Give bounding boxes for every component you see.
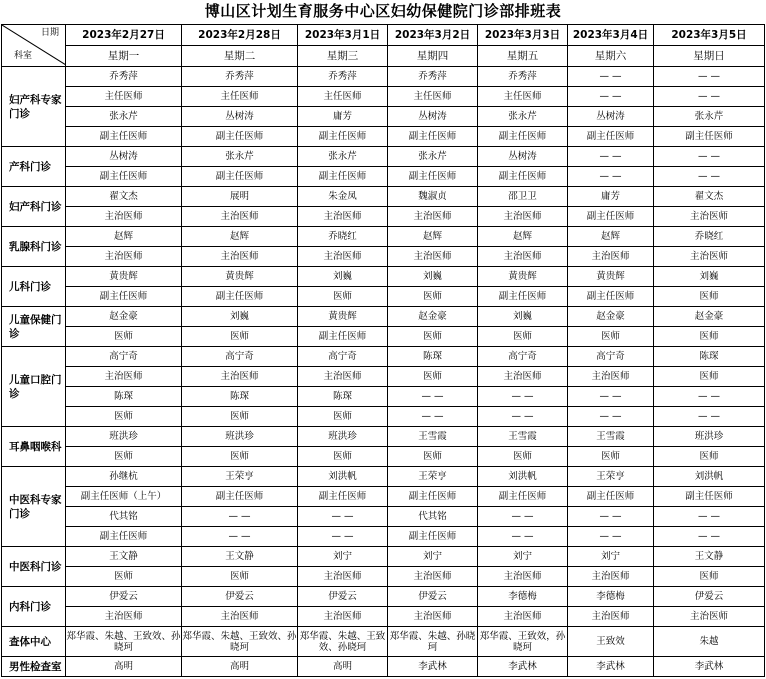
schedule-cell: 郑华霞、朱越、王致效、孙晓珂 — [66, 627, 182, 657]
schedule-cell: 主治医师 — [388, 207, 478, 227]
table-row — [2, 307, 765, 327]
schedule-cell: 医师 — [298, 407, 388, 427]
schedule-cell: — — — [568, 167, 654, 187]
table-row — [2, 107, 765, 127]
schedule-cell: 副主任医师 — [182, 127, 298, 147]
schedule-cell: 翟文杰 — [654, 187, 765, 207]
schedule-cell: 李武林 — [568, 657, 654, 677]
weekday-header: 星期日 — [654, 46, 765, 67]
schedule-cell: 主治医师 — [182, 607, 298, 627]
schedule-cell: 张永芹 — [654, 107, 765, 127]
schedule-cell: 黄贵辉 — [568, 267, 654, 287]
schedule-cell: 主治医师 — [182, 367, 298, 387]
schedule-cell: 丛树涛 — [388, 107, 478, 127]
schedule-cell: 班洪珍 — [654, 427, 765, 447]
schedule-cell: 丛树涛 — [182, 107, 298, 127]
schedule-cell: — — — [568, 87, 654, 107]
table-row — [2, 127, 765, 147]
schedule-cell: 医师 — [654, 287, 765, 307]
schedule-cell: 高明 — [182, 657, 298, 677]
schedule-cell: 张永芹 — [478, 107, 568, 127]
table-row — [2, 627, 765, 657]
schedule-cell: 副主任医师 — [298, 167, 388, 187]
schedule-cell: 伊爱云 — [654, 587, 765, 607]
schedule-cell: 主治医师 — [478, 207, 568, 227]
schedule-cell: 乔秀萍 — [66, 67, 182, 87]
schedule-cell: 医师 — [654, 567, 765, 587]
date-header: 2023年3月5日 — [654, 25, 765, 46]
department-cell: 儿科门诊 — [2, 267, 66, 307]
table-row — [2, 467, 765, 487]
schedule-cell: 主治医师 — [66, 367, 182, 387]
schedule-cell: 李德梅 — [478, 587, 568, 607]
schedule-cell: — — — [568, 527, 654, 547]
schedule-cell: 刘巍 — [654, 267, 765, 287]
schedule-cell: — — — [654, 527, 765, 547]
schedule-cell: 医师 — [182, 567, 298, 587]
schedule-cell: 陈琛 — [66, 387, 182, 407]
schedule-cell: 副主任医师 — [182, 287, 298, 307]
schedule-cell: 主治医师 — [568, 367, 654, 387]
schedule-cell: 刘巍 — [478, 307, 568, 327]
schedule-cell: 副主任医师 — [568, 487, 654, 507]
schedule-cell: 庸芳 — [568, 187, 654, 207]
schedule-cell: 陈琛 — [298, 387, 388, 407]
schedule-cell: — — — [654, 387, 765, 407]
schedule-cell: 王雪霞 — [568, 427, 654, 447]
schedule-cell: 副主任医师 — [388, 167, 478, 187]
schedule-cell: 医师 — [66, 407, 182, 427]
schedule-cell: 副主任医师 — [568, 127, 654, 147]
schedule-cell: — — — [478, 507, 568, 527]
schedule-cell: 副主任医师 — [182, 487, 298, 507]
schedule-cell: 医师 — [388, 367, 478, 387]
schedule-cell: 王雪霞 — [388, 427, 478, 447]
schedule-cell: 赵辉 — [568, 227, 654, 247]
department-cell: 耳鼻咽喉科 — [2, 427, 66, 467]
schedule-cell: 李武林 — [478, 657, 568, 677]
schedule-cell: 主治医师 — [654, 207, 765, 227]
schedule-cell: 医师 — [654, 327, 765, 347]
weekday-header: 星期三 — [298, 46, 388, 67]
schedule-cell: 主治医师 — [298, 247, 388, 267]
schedule-cell: 黄贵辉 — [66, 267, 182, 287]
schedule-cell: 郑华霞、朱越、孙晓珂 — [388, 627, 478, 657]
header-date-row — [2, 25, 765, 46]
schedule-cell: — — — [654, 87, 765, 107]
schedule-cell: 展明 — [182, 187, 298, 207]
schedule-cell: 赵辉 — [478, 227, 568, 247]
schedule-cell: 赵金豪 — [66, 307, 182, 327]
table-row — [2, 67, 765, 87]
schedule-cell: — — — [654, 147, 765, 167]
schedule-cell: 主治医师 — [298, 367, 388, 387]
table-row — [2, 87, 765, 107]
schedule-cell: 主治医师 — [298, 567, 388, 587]
schedule-cell: 丛树涛 — [66, 147, 182, 167]
department-cell: 乳腺科门诊 — [2, 227, 66, 267]
table-row — [2, 587, 765, 607]
table-row — [2, 567, 765, 587]
schedule-cell: 主任医师 — [66, 87, 182, 107]
schedule-cell: 高宁奇 — [478, 347, 568, 367]
schedule-cell: 主治医师 — [66, 247, 182, 267]
schedule-cell: 赵辉 — [182, 227, 298, 247]
schedule-cell: 医师 — [388, 287, 478, 307]
schedule-cell: 黄贵辉 — [298, 307, 388, 327]
schedule-cell: 医师 — [478, 447, 568, 467]
schedule-cell: 乔秀萍 — [478, 67, 568, 87]
schedule-cell: 副主任医师 — [298, 487, 388, 507]
schedule-cell: 王文静 — [654, 547, 765, 567]
schedule-cell: 陈琛 — [388, 347, 478, 367]
schedule-cell: — — — [654, 507, 765, 527]
table-row — [2, 287, 765, 307]
schedule-cell: 医师 — [182, 407, 298, 427]
weekday-header: 星期一 — [66, 46, 182, 67]
schedule-cell: 赵金豪 — [654, 307, 765, 327]
schedule-cell: 翟文杰 — [66, 187, 182, 207]
department-cell: 内科门诊 — [2, 587, 66, 627]
schedule-cell: 主任医师 — [182, 87, 298, 107]
schedule-cell: 主任医师 — [298, 87, 388, 107]
schedule-cell: 医师 — [478, 327, 568, 347]
schedule-cell: 刘宁 — [568, 547, 654, 567]
schedule-cell: 主治医师 — [66, 207, 182, 227]
schedule-cell: 丛树涛 — [478, 147, 568, 167]
schedule-cell: 主治医师 — [298, 607, 388, 627]
schedule-cell: 主治医师 — [568, 247, 654, 267]
schedule-cell: 副主任医师 — [568, 287, 654, 307]
schedule-cell: 刘洪帆 — [654, 467, 765, 487]
department-cell: 男性检查室 — [2, 657, 66, 677]
department-cell: 妇产科专家门诊 — [2, 67, 66, 147]
schedule-cell: 副主任医师（上午） — [66, 487, 182, 507]
schedule-cell: — — — [478, 407, 568, 427]
table-row — [2, 367, 765, 387]
schedule-cell: 医师 — [182, 327, 298, 347]
schedule-cell: — — — [654, 67, 765, 87]
schedule-cell: 医师 — [66, 327, 182, 347]
table-row — [2, 347, 765, 367]
schedule-cell: 副主任医师 — [388, 127, 478, 147]
header-weekday-row — [2, 46, 765, 67]
schedule-cell: 王致效 — [568, 627, 654, 657]
schedule-cell: 赵辉 — [388, 227, 478, 247]
schedule-cell: 刘洪帆 — [298, 467, 388, 487]
schedule-cell: 主治医师 — [66, 607, 182, 627]
table-row — [2, 387, 765, 407]
schedule-cell: 邵卫卫 — [478, 187, 568, 207]
schedule-cell: 郑华霞、朱越、王致效、孙晓珂 — [298, 627, 388, 657]
schedule-cell: — — — [388, 407, 478, 427]
schedule-cell: — — — [182, 527, 298, 547]
table-row — [2, 247, 765, 267]
schedule-cell: 伊爱云 — [388, 587, 478, 607]
schedule-cell: 刘巍 — [298, 267, 388, 287]
schedule-cell: 刘宁 — [298, 547, 388, 567]
department-cell: 妇产科门诊 — [2, 187, 66, 227]
schedule-cell: 副主任医师 — [478, 127, 568, 147]
schedule-cell: 主治医师 — [478, 367, 568, 387]
schedule-cell: 赵金豪 — [388, 307, 478, 327]
schedule-cell: 丛树涛 — [568, 107, 654, 127]
schedule-cell: 伊爱云 — [298, 587, 388, 607]
schedule-cell: 副主任医师 — [478, 167, 568, 187]
schedule-cell: 副主任医师 — [66, 127, 182, 147]
schedule-cell: 高宁奇 — [66, 347, 182, 367]
department-cell: 查体中心 — [2, 627, 66, 657]
department-cell: 中医科门诊 — [2, 547, 66, 587]
schedule-cell: 代其铭 — [388, 507, 478, 527]
table-row — [2, 487, 765, 507]
schedule-cell: 朱越 — [654, 627, 765, 657]
schedule-cell: 刘巍 — [388, 267, 478, 287]
schedule-cell: 伊爱云 — [182, 587, 298, 607]
schedule-cell: 副主任医师 — [478, 487, 568, 507]
schedule-cell: 乔晓红 — [298, 227, 388, 247]
schedule-cell: 副主任医师 — [66, 287, 182, 307]
schedule-cell: 高宁奇 — [182, 347, 298, 367]
date-header: 2023年3月4日 — [568, 25, 654, 46]
schedule-cell: 高明 — [298, 657, 388, 677]
schedule-cell: 李武林 — [388, 657, 478, 677]
schedule-cell: — — — [568, 387, 654, 407]
schedule-cell: 王荣亨 — [182, 467, 298, 487]
schedule-cell: 班洪珍 — [66, 427, 182, 447]
schedule-cell: 张永芹 — [388, 147, 478, 167]
schedule-cell: 赵辉 — [66, 227, 182, 247]
schedule-cell: 副主任医师 — [298, 327, 388, 347]
schedule-cell: 主治医师 — [388, 607, 478, 627]
schedule-cell: 魏淑贞 — [388, 187, 478, 207]
schedule-cell: 主治医师 — [568, 607, 654, 627]
weekday-header: 星期五 — [478, 46, 568, 67]
date-header: 2023年3月1日 — [298, 25, 388, 46]
schedule-cell: — — — [298, 527, 388, 547]
weekday-header: 星期二 — [182, 46, 298, 67]
schedule-cell: 副主任医师 — [654, 127, 765, 147]
table-row — [2, 447, 765, 467]
schedule-cell: 刘宁 — [388, 547, 478, 567]
schedule-cell: 副主任医师 — [66, 167, 182, 187]
table-row — [2, 527, 765, 547]
schedule-cell: 李武林 — [654, 657, 765, 677]
schedule-cell: 乔秀萍 — [182, 67, 298, 87]
corner-date-label: 日期 — [40, 28, 59, 38]
schedule-cell: 医师 — [568, 327, 654, 347]
schedule-cell: 主治医师 — [654, 247, 765, 267]
schedule-cell: 医师 — [654, 367, 765, 387]
corner-dept-label: 科室 — [14, 51, 33, 61]
schedule-cell: 王雪霞 — [478, 427, 568, 447]
schedule-cell: 主治医师 — [388, 247, 478, 267]
schedule-cell: 班洪珍 — [298, 427, 388, 447]
schedule-cell: 郑华霞、王致效，孙晓珂 — [478, 627, 568, 657]
date-header: 2023年2月28日 — [182, 25, 298, 46]
schedule-table — [1, 24, 765, 677]
schedule-cell: 副主任医师 — [182, 167, 298, 187]
schedule-cell: 主治医师 — [478, 567, 568, 587]
table-row — [2, 657, 765, 677]
schedule-cell: 张永芹 — [182, 147, 298, 167]
table-row — [2, 267, 765, 287]
schedule-cell: 医师 — [654, 447, 765, 467]
table-row — [2, 147, 765, 167]
schedule-cell: 副主任医师 — [66, 527, 182, 547]
schedule-cell: — — — [388, 387, 478, 407]
schedule-cell: 伊爱云 — [66, 587, 182, 607]
weekday-header: 星期四 — [388, 46, 478, 67]
schedule-cell: 主任医师 — [478, 87, 568, 107]
schedule-cell: 班洪珍 — [182, 427, 298, 447]
schedule-cell: 医师 — [66, 567, 182, 587]
weekday-header: 星期六 — [568, 46, 654, 67]
schedule-cell: — — — [568, 507, 654, 527]
schedule-cell: — — — [654, 407, 765, 427]
schedule-cell: 医师 — [182, 447, 298, 467]
page-title: 博山区计划生育服务中心区妇幼保健院门诊部排班表 — [204, 2, 562, 20]
schedule-cell: 副主任医师 — [478, 287, 568, 307]
schedule-cell: 高宁奇 — [568, 347, 654, 367]
schedule-cell: 王文静 — [182, 547, 298, 567]
schedule-cell: 主治医师 — [182, 207, 298, 227]
department-cell: 中医科专家门诊 — [2, 467, 66, 547]
date-header: 2023年2月27日 — [66, 25, 182, 46]
schedule-cell: 高宁奇 — [298, 347, 388, 367]
corner-cell — [2, 25, 66, 67]
schedule-cell: 主治医师 — [654, 607, 765, 627]
schedule-cell: 医师 — [298, 447, 388, 467]
table-row — [2, 327, 765, 347]
schedule-cell: 张永芹 — [298, 147, 388, 167]
schedule-cell: — — — [298, 507, 388, 527]
table-row — [2, 407, 765, 427]
schedule-cell: 朱金凤 — [298, 187, 388, 207]
schedule-cell: 李德梅 — [568, 587, 654, 607]
schedule-cell: 刘巍 — [182, 307, 298, 327]
schedule-cell: 副主任医师 — [388, 527, 478, 547]
department-cell: 儿童保健门诊 — [2, 307, 66, 347]
schedule-cell: 主治医师 — [568, 567, 654, 587]
schedule-cell: 副主任医师 — [654, 487, 765, 507]
schedule-cell: 主治医师 — [478, 607, 568, 627]
schedule-cell: — — — [182, 507, 298, 527]
schedule-cell: 主治医师 — [478, 247, 568, 267]
schedule-cell: 副主任医师 — [568, 207, 654, 227]
schedule-cell: 乔晓红 — [654, 227, 765, 247]
schedule-cell: 高明 — [66, 657, 182, 677]
schedule-cell: 孙继杭 — [66, 467, 182, 487]
schedule-cell: 陈琛 — [654, 347, 765, 367]
schedule-cell: — — — [568, 147, 654, 167]
schedule-cell: 乔秀萍 — [298, 67, 388, 87]
schedule-cell: 代其铭 — [66, 507, 182, 527]
table-row — [2, 167, 765, 187]
schedule-cell: 医师 — [388, 327, 478, 347]
schedule-cell: 刘洪帆 — [478, 467, 568, 487]
schedule-cell: 主治医师 — [298, 207, 388, 227]
schedule-cell: 郑华霞、朱越、王致效、孙晓珂 — [182, 627, 298, 657]
schedule-cell: 主治医师 — [388, 567, 478, 587]
schedule-cell: — — — [478, 387, 568, 407]
schedule-cell: 王荣亨 — [568, 467, 654, 487]
schedule-cell: 医师 — [388, 447, 478, 467]
schedule-cell: 赵金豪 — [568, 307, 654, 327]
schedule-cell: — — — [654, 167, 765, 187]
schedule-cell: 黄贵辉 — [182, 267, 298, 287]
department-cell: 儿童口腔门诊 — [2, 347, 66, 427]
table-row — [2, 187, 765, 207]
schedule-cell: 副主任医师 — [298, 127, 388, 147]
schedule-cell: 刘宁 — [478, 547, 568, 567]
table-row — [2, 607, 765, 627]
table-row — [2, 507, 765, 527]
schedule-cell: 庸芳 — [298, 107, 388, 127]
schedule-cell: 医师 — [568, 447, 654, 467]
schedule-cell: 乔秀萍 — [388, 67, 478, 87]
schedule-cell: 主任医师 — [388, 87, 478, 107]
schedule-cell: 王荣亨 — [388, 467, 478, 487]
table-row — [2, 427, 765, 447]
date-header: 2023年3月2日 — [388, 25, 478, 46]
schedule-cell: 医师 — [66, 447, 182, 467]
schedule-cell: — — — [568, 407, 654, 427]
table-row — [2, 547, 765, 567]
schedule-cell: 副主任医师 — [388, 487, 478, 507]
department-cell: 产科门诊 — [2, 147, 66, 187]
schedule-cell: — — — [478, 527, 568, 547]
schedule-cell: 医师 — [298, 287, 388, 307]
schedule-cell: 黄贵辉 — [478, 267, 568, 287]
date-header: 2023年3月3日 — [478, 25, 568, 46]
schedule-cell: 陈琛 — [182, 387, 298, 407]
table-row — [2, 207, 765, 227]
schedule-cell: 主治医师 — [182, 247, 298, 267]
schedule-cell: 王文静 — [66, 547, 182, 567]
schedule-cell: 张永芹 — [66, 107, 182, 127]
table-row — [2, 227, 765, 247]
schedule-cell: — — — [568, 67, 654, 87]
schedule-body — [2, 25, 765, 677]
